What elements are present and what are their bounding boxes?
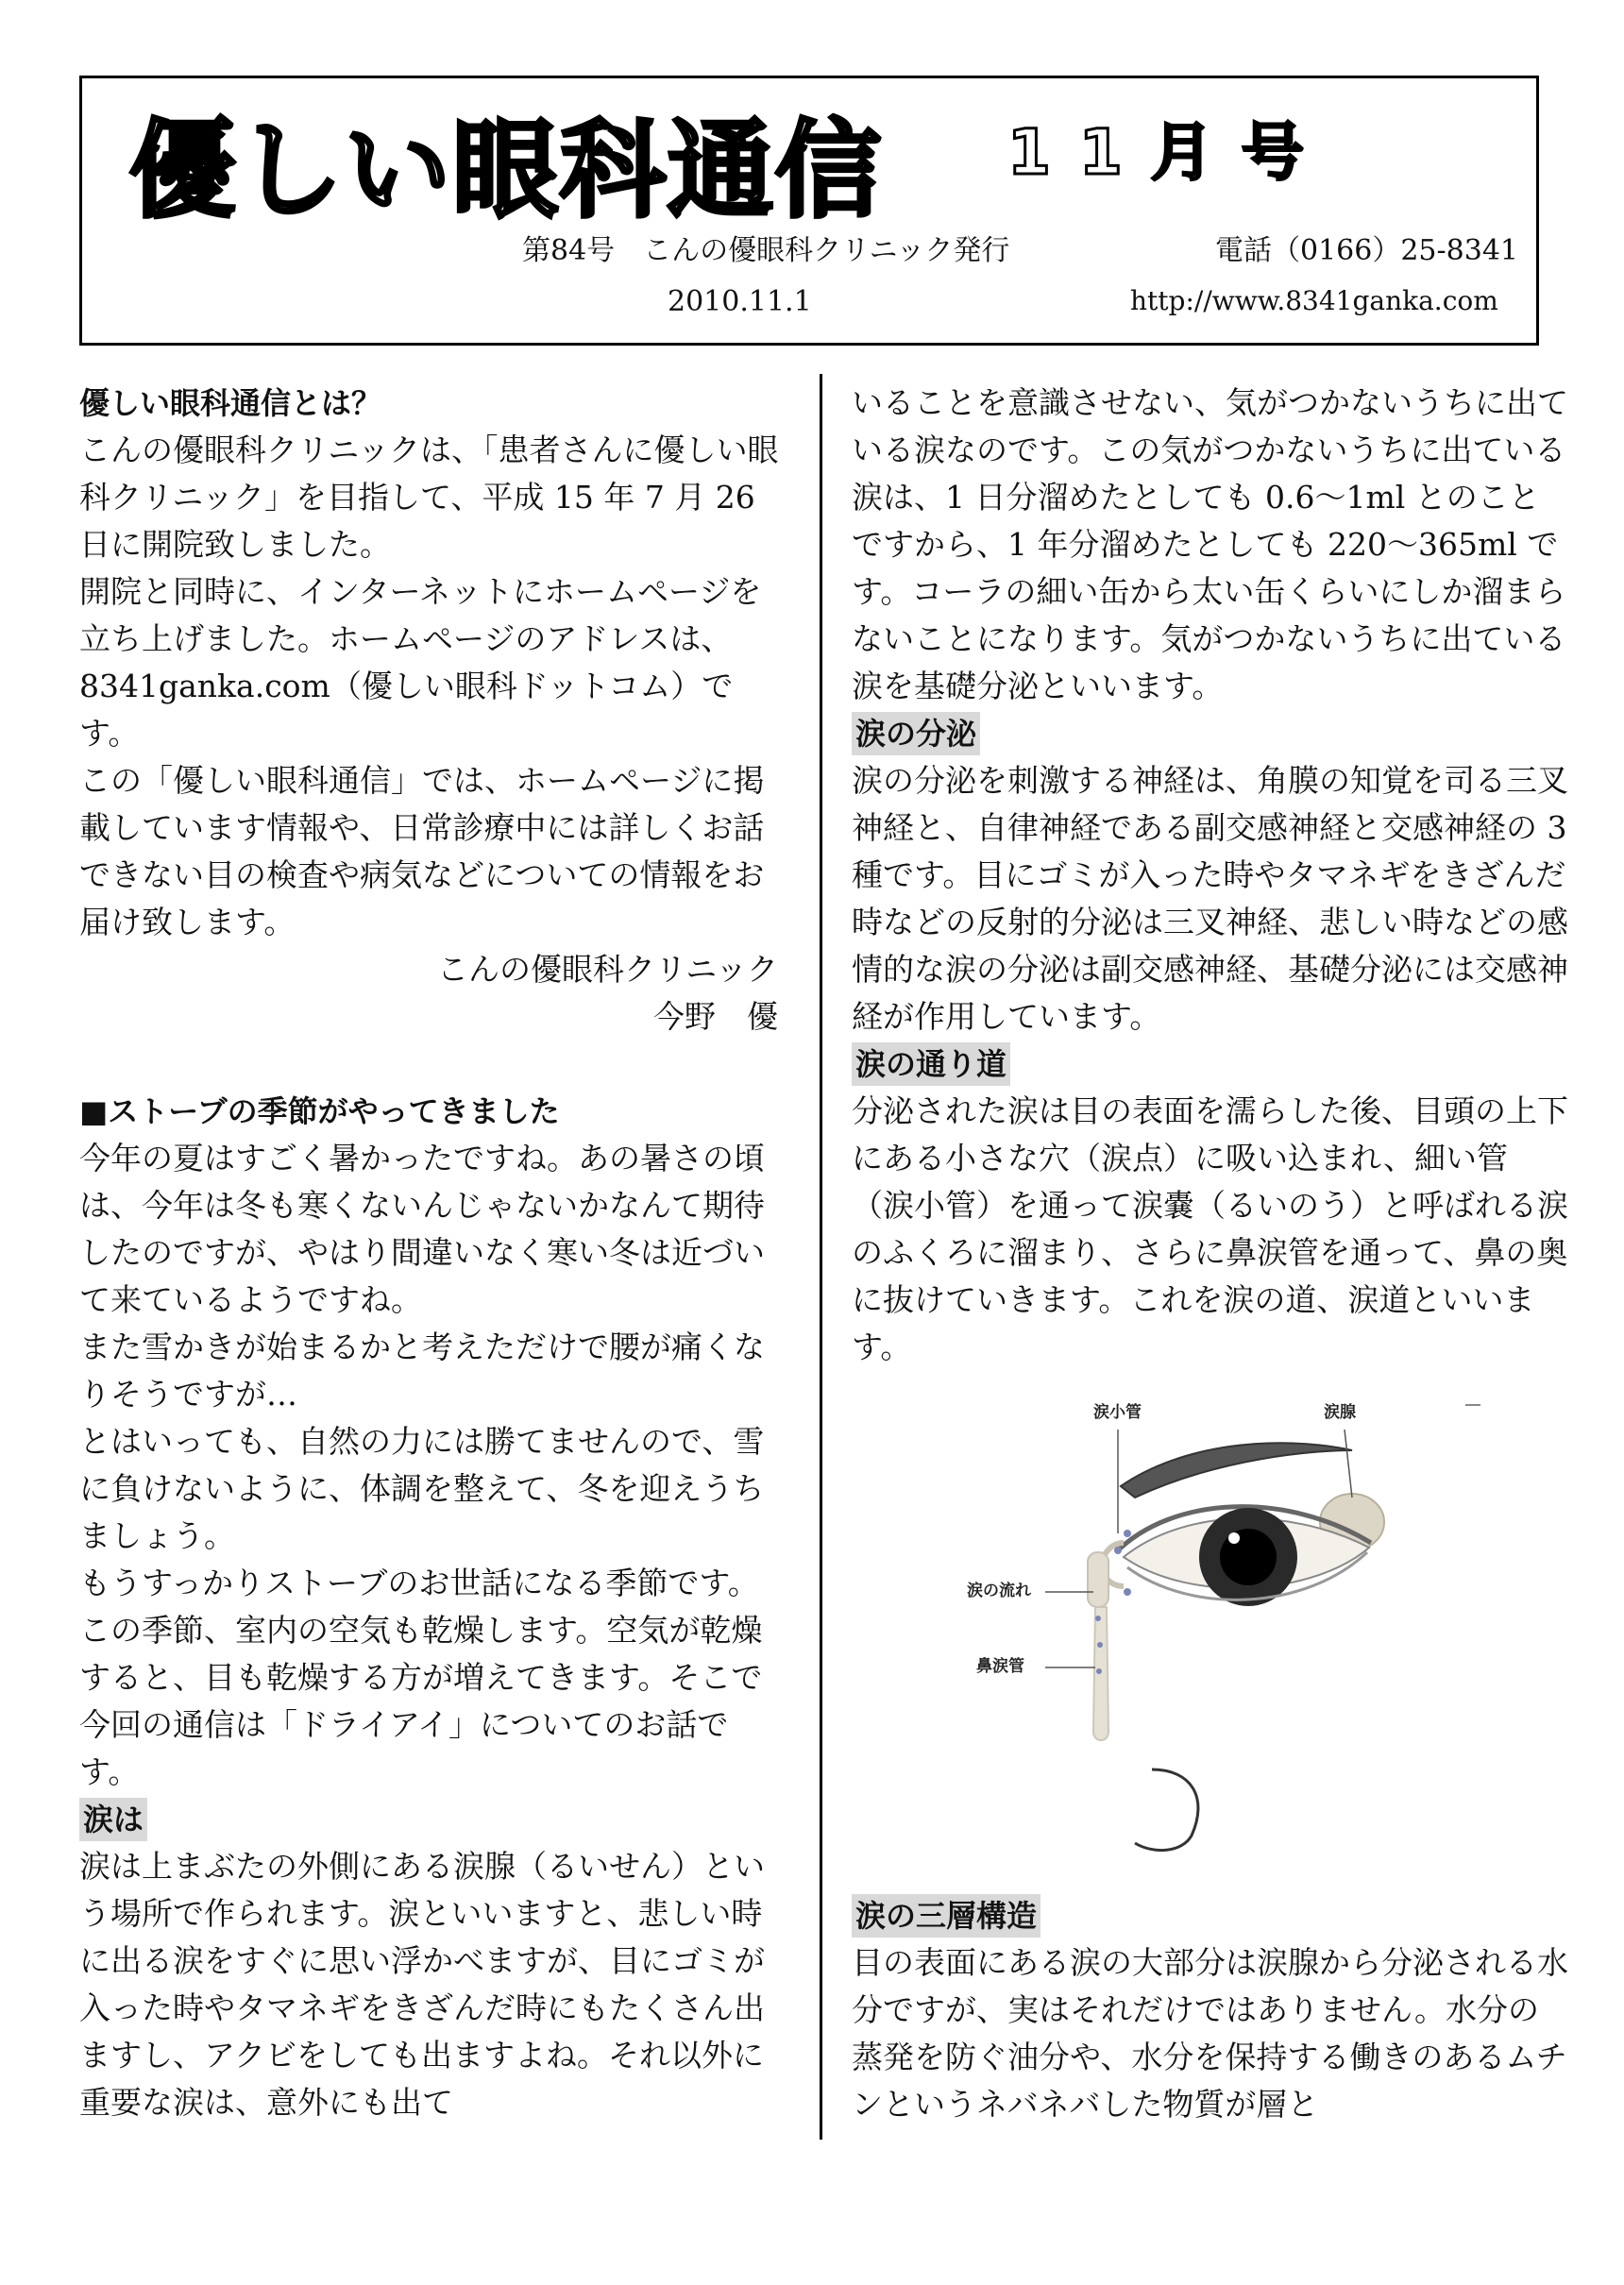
intro-paragraph-2: 開院と同時に、インターネットにホームページを立ち上げました。ホームページのアドレスは、8341ganka.com（優しい眼科ドットコム）です。 <box>79 573 762 752</box>
tear-dot <box>1095 1616 1101 1621</box>
issue-date: 2010.11.1 <box>668 285 812 318</box>
issue-publisher-line: 第84号 こんの優眼科クリニック発行 <box>522 234 1010 267</box>
lacrimal-sac <box>1088 1552 1108 1607</box>
signature-name: 今野 優 <box>653 998 778 1035</box>
secretion-heading: 涙の分泌 <box>852 712 980 755</box>
continued-paragraph: いることを意識させない、気がつかないうちに出ている涙なのです。この気がつかないうちに出ている涙は、1 日分溜めたとしても 0.6～1ml とのことですから、1 年分溜めたとしても 220～365ml です。コーラの細い缶から太い缶くらいにしか溜まらないことになります。気がつかないうちに出ている涙を基礎分泌といいます。 <box>852 384 1568 704</box>
label-tear-flow: 涙の流れ <box>967 1582 1031 1600</box>
tear-duct-diagram <box>908 1392 1494 1883</box>
eyebrow <box>1121 1443 1352 1498</box>
website-url[interactable]: http://www.8341ganka.com <box>1130 285 1498 316</box>
tears-paragraph-1: 涙は上まぶたの外側にある涙腺（るいせん）という場所で作られます。涙といいますと、悲しい時に出る涙をすぐに思い浮かべますが、目にゴミが入った時やタマネギをきざんだ時にもたくさん出ますし、アクビをしても出ますよね。それ以外に重要な涙は、意外にも出て <box>79 1848 765 2121</box>
three-layer-heading: 涙の三層構造 <box>852 1894 1040 1938</box>
column-divider <box>820 374 822 2140</box>
tear-dot <box>1124 1588 1131 1596</box>
stove-paragraph-3: とはいっても、自然の力には勝てませんので、雪に負けないように、体調を整えて、冬を迎えうちましょう。 <box>79 1423 765 1554</box>
tear-path-paragraph: 分泌された涙は目の表面を濡らした後、目頭の上下にある小さな穴（涙点）に吸い込まれ、細い管（涙小管）を通って涙嚢（るいのう）と呼ばれる涙のふくろに溜まり、さらに鼻涙管を通って、鼻の奥に抜けていきます。これを涙の道、涙道といいます。 <box>852 1092 1568 1365</box>
three-layer-paragraph: 目の表面にある涙の大部分は涙腺から分泌される水分ですが、実はそれだけではありません。水分の蒸発を防ぐ油分や、水分を保持する働きのあるムチンというネバネバした物質が層と <box>852 1944 1568 2123</box>
section-gap <box>79 1041 784 1088</box>
stove-paragraph-4: もうすっかりストーブのお世話になる季節です。この季節、室内の空気も乾燥します。空気が乾燥すると、目も乾燥する方が増えてきます。そこで今回の通信は「ドライアイ」についてのお話です。 <box>79 1565 763 1790</box>
label-lacrimal-gland: 涙腺 <box>1324 1403 1356 1422</box>
label-nasolacrimal-duct: 鼻涙管 <box>976 1657 1024 1676</box>
tear-dot <box>1096 1668 1102 1674</box>
tear-dot <box>1124 1530 1131 1537</box>
phone-number: 電話（0166）25-8341 <box>1215 234 1519 267</box>
label-canaliculus: 涙小管 <box>1093 1403 1142 1422</box>
left-column <box>79 380 784 2126</box>
leader-line-gland <box>1345 1430 1352 1498</box>
nasolacrimal-duct <box>1093 1607 1108 1740</box>
secretion-paragraph: 涙の分泌を刺激する神経は、角膜の知覚を司る三叉神経と、自律神経である副交感神経と交感神経の 3 種です。目にゴミが入った時やタマネギをきざんだ時などの反射的分泌は三叉神経、悲しい時などの感情的な涙の分泌は副交感神経、基礎分泌には交感神経が作用しています。 <box>852 762 1568 1035</box>
intro-paragraph-1: こんの優眼科クリニックは、「患者さんに優しい眼科クリニック」を目指して、平成 15 年 7 月 26 日に開院致しました。 <box>79 432 779 563</box>
stove-paragraph-2: また雪かきが始まるかと考えただけで腰が痛くなりそうですが… <box>79 1329 765 1413</box>
right-column <box>852 380 1569 2128</box>
tear-dot <box>1097 1642 1103 1648</box>
tear-dot <box>1114 1547 1122 1554</box>
eye-illustration <box>908 1392 1494 1883</box>
pupil <box>1220 1529 1277 1585</box>
signature-clinic: こんの優眼科クリニック <box>436 951 778 988</box>
masthead <box>79 76 1539 346</box>
intro-heading: 優しい眼科通信とは？ <box>79 385 382 421</box>
issue-month: 11月号 <box>1007 116 1332 189</box>
tears-heading: 涙は <box>79 1798 147 1841</box>
newsletter-title: 優しい眼科通信 <box>129 110 883 232</box>
nose-outline <box>1135 1769 1198 1851</box>
stove-heading: ■ストーブの季節がやってきました <box>79 1093 560 1129</box>
tear-path-heading: 涙の通り道 <box>852 1042 1010 1086</box>
intro-paragraph-3: この「優しい眼科通信」では、ホームページに掲載しています情報や、日常診療中には詳しくお話できない目の検査や病気などについての情報をお届け致します。 <box>79 762 765 940</box>
eye-highlight <box>1228 1532 1240 1544</box>
stove-paragraph-1: 今年の夏はすごく暑かったですね。あの暑さの頃は、今年は冬も寒くないんじゃないかなんて期待したのですが、やはり間違いなく寒い冬は近づいて来ているようですね。 <box>79 1140 765 1318</box>
